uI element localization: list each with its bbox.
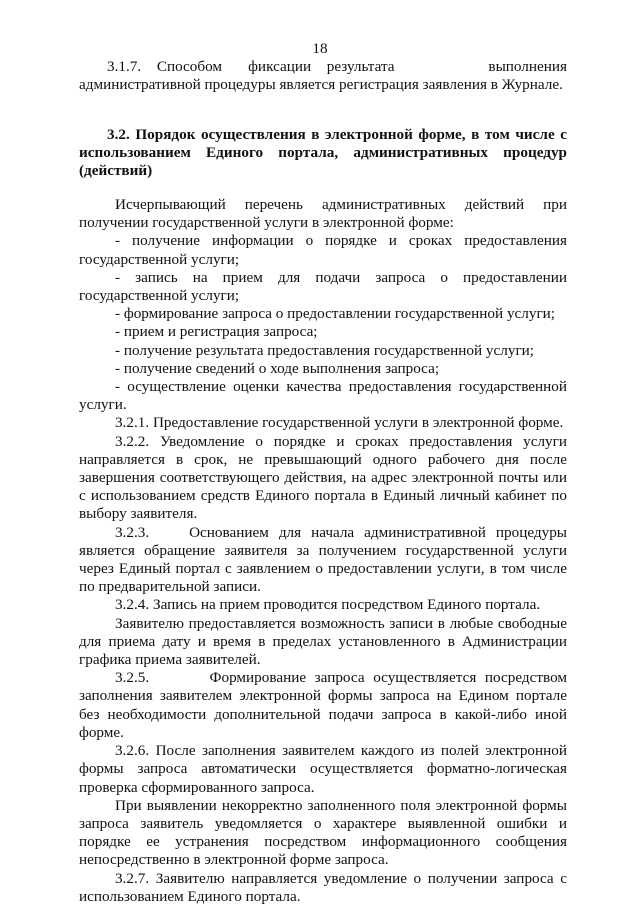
paragraph-3-2-4-continued: Заявителю предоставляется возможность записи в любые свободные для приема дату и время в пределах установленного в Администрации графика приема заявителей. (79, 614, 567, 669)
page-number: 18 (312, 40, 328, 57)
list-item: - формирование запроса о предоставлении государственной услуги; (115, 305, 556, 323)
section-body (79, 196, 571, 906)
section-3-1-7 (79, 58, 571, 94)
list-item: - получение информации о порядке и сроках предоставления государственной услуги; (79, 232, 567, 268)
paragraph-3-2-6-continued: При выявлении некорректно заполненного поля электронной формы запроса заявитель уведомляется о характере выявленной ошибки и порядке ее устранения посредством информационного сообщения непосредственно в электронной форме запроса. (79, 796, 567, 869)
intro-paragraph: Исчерпывающий перечень административных действий при получении государственной услуги в электронной форме: (79, 196, 567, 232)
paragraph-3-2-2: 3.2.2. Уведомление о порядке и сроках предоставления услуги направляется в срок, не превышающий одного рабочего дня после завершения соответствующего действия, на адрес электронной почты или с использованием средств Единого портала в Единый личный кабинет по выбору заявителя. (79, 432, 567, 523)
paragraph-3-2-3: 3.2.3. Основанием для начала административной процедуры является обращение заявителя за получением государственной услуги через Единый портал с заявлением о предоставлении услуги, в том числе по предварительной записи. (79, 523, 571, 596)
paragraph-3-2-7: 3.2.7. Заявителю направляется уведомление о получении запроса с использованием Единого портала. (79, 869, 567, 905)
section-3-2-heading (79, 126, 567, 181)
list-item: - запись на прием для подачи запроса о предоставлении государственной услуги; (79, 268, 567, 305)
list-item: - получение сведений о ходе выполнения запроса; (115, 359, 440, 377)
list-item: - осуществление оценки качества предоставления государственной услуги. (79, 378, 567, 414)
list-item: - прием и регистрация запроса; (115, 323, 318, 341)
paragraph-3-2-5: 3.2.5. Формирование запроса осуществляется посредством заполнения заявителем электронной формы запроса на Едином портале без необходимости дополнительной подачи запроса в какой-либо иной форме. (79, 669, 571, 741)
paragraph-3-2-6: 3.2.6. После заполнения заявителем каждого из полей электронной формы запроса автоматически осуществляется форматно-логическая проверка сформированного запроса. (79, 742, 567, 796)
paragraph-3-2-1: 3.2.1. Предоставление государственной услуги в электронной форме. (115, 414, 564, 432)
paragraph-3-1-7: 3.1.7. Способом фиксации результата выполнения административной процедуры является регистрация заявления в Журнале. (79, 58, 571, 94)
paragraph-3-2-4: 3.2.4. Запись на прием проводится посредством Единого портала. (115, 596, 541, 614)
list-item: - получение результата предоставления государственной услуги; (115, 341, 535, 359)
heading-3-2: 3.2. Порядок осуществления в электронной форме, в том числе с использованием Единого портала, административных процедур (действий) (79, 126, 567, 180)
